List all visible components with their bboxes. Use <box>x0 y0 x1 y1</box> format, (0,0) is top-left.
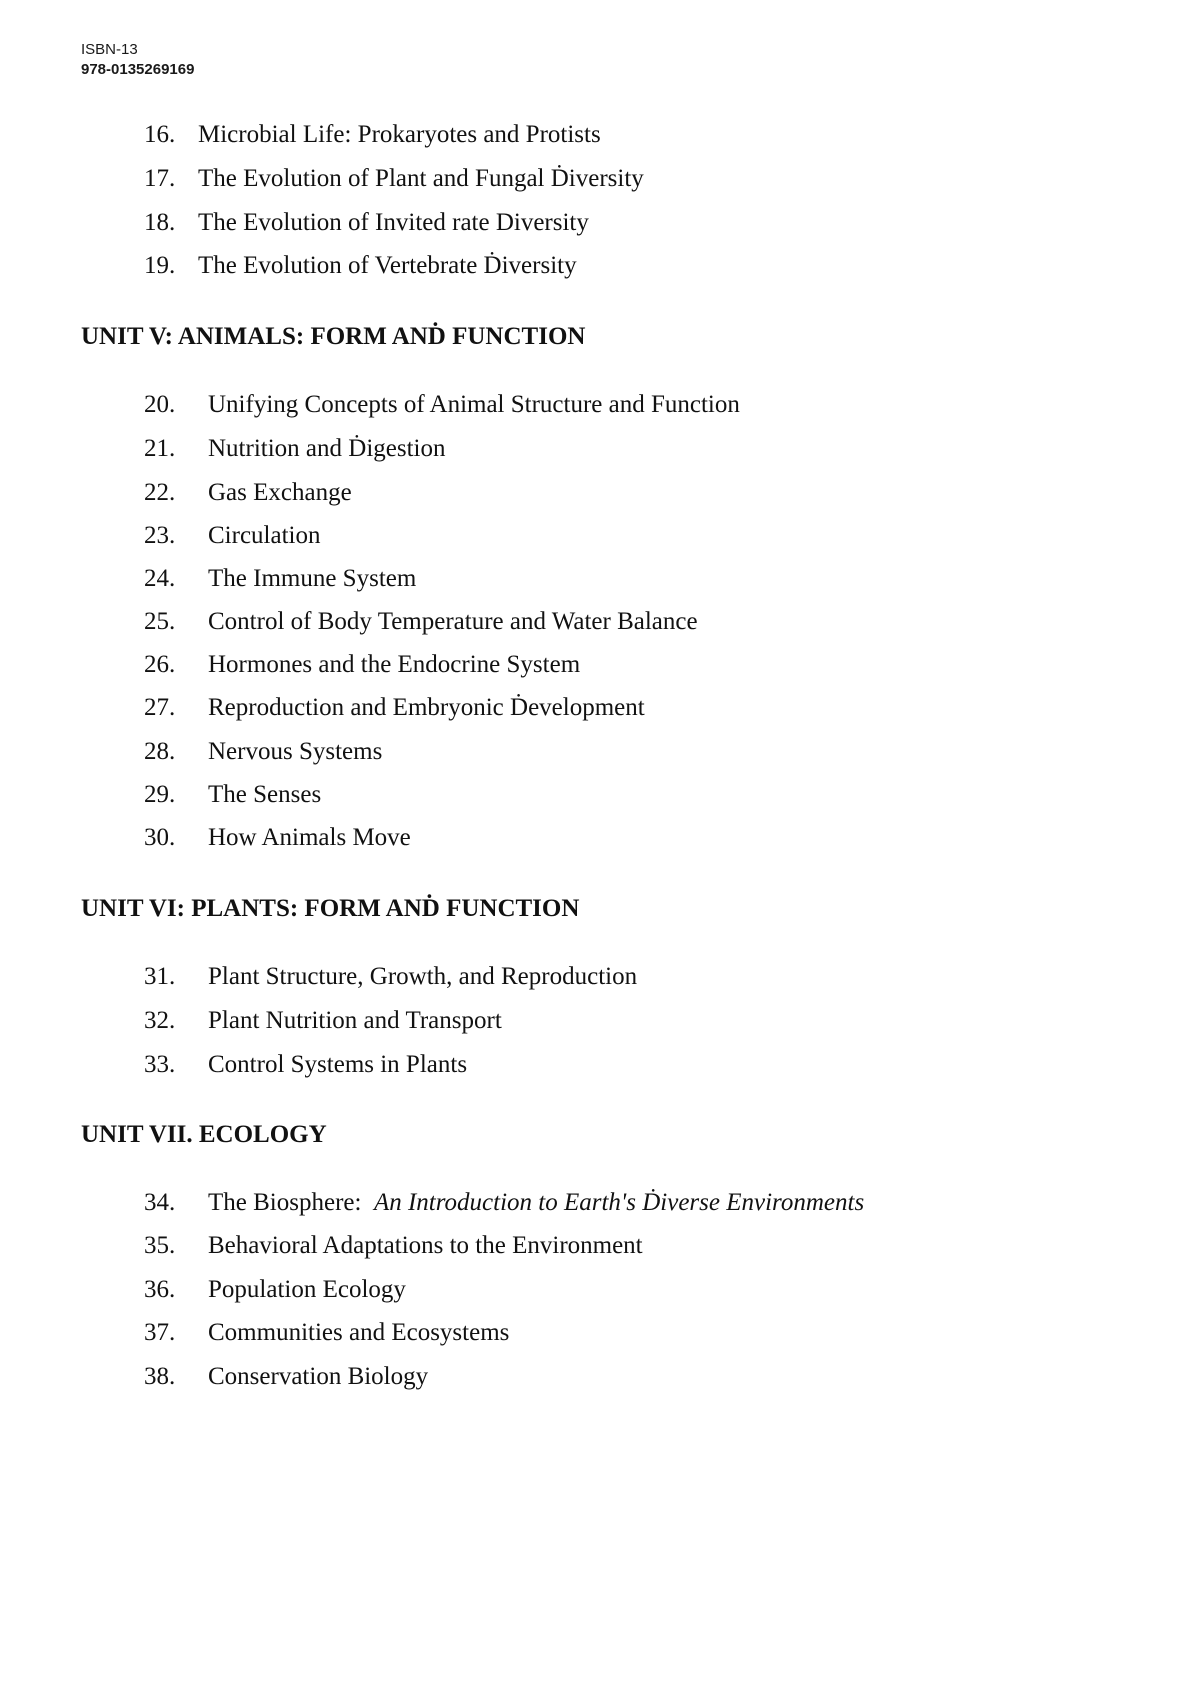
chapter-title: Hormones and the Endocrine System <box>208 651 581 678</box>
chapter-number: 28. <box>144 738 176 765</box>
chapter-number: 34. <box>144 1189 176 1216</box>
chapter-title: The Senses <box>208 781 322 808</box>
chapter-number: 20. <box>144 391 176 418</box>
chapter-number: 19. <box>144 252 176 279</box>
chapter-title: Microbial Life: Prokaryotes and Protists <box>198 121 601 148</box>
chapter-title: Circulation <box>208 522 321 549</box>
chapter-title: Plant Structure, Growth, and Reproduction <box>208 963 638 990</box>
chapter-title: Communities and Ecosystems <box>208 1319 510 1346</box>
chapter-number: 29. <box>144 781 176 808</box>
unit-heading: UNIT V: ANIMALS: FORM ANḊ FUNCTION <box>81 323 586 350</box>
chapter-title: Conservation Biology <box>208 1363 429 1390</box>
chapter-number: 32. <box>144 1007 176 1034</box>
chapter-title: How Animals Move <box>208 824 411 851</box>
chapter-number: 31. <box>144 963 176 990</box>
chapter-number: 21. <box>144 435 176 462</box>
chapter-title: Behavioral Adaptations to the Environment <box>208 1232 643 1259</box>
chapter-number: 17. <box>144 165 176 192</box>
chapter-title: Control Systems in Plants <box>208 1051 468 1078</box>
chapter-number: 23. <box>144 522 176 549</box>
unit-heading: UNIT VII. ECOLOGY <box>81 1121 327 1148</box>
chapter-title: Nutrition and Ḋigestion <box>208 435 446 462</box>
chapter-title: Nervous Systems <box>208 738 383 765</box>
chapter-number: 36. <box>144 1276 176 1303</box>
chapter-number: 16. <box>144 121 176 148</box>
chapter-number: 25. <box>144 608 176 635</box>
chapter-title: The Evolution of Vertebrate Ḋiversity <box>198 252 577 279</box>
chapter-number: 22. <box>144 479 176 506</box>
chapter-number: 24. <box>144 565 176 592</box>
chapter-number: 18. <box>144 209 176 236</box>
chapter-number: 33. <box>144 1051 176 1078</box>
isbn-number: 978-0135269169 <box>81 61 195 78</box>
isbn-block <box>81 40 194 80</box>
chapter-title: Plant Nutrition and Transport <box>208 1007 502 1034</box>
chapter-title: The Biosphere: <box>208 1189 362 1216</box>
chapter-number: 27. <box>144 694 176 721</box>
chapter-number: 38. <box>144 1363 176 1390</box>
chapter-number: 37. <box>144 1319 176 1346</box>
chapter-number: 35. <box>144 1232 176 1259</box>
chapter-title: The Immune System <box>208 565 417 592</box>
chapter-number: 30. <box>144 824 176 851</box>
chapter-title: Unifying Concepts of Animal Structure and Function <box>208 391 740 418</box>
unit-heading: UNIT VI: PLANTS: FORM ANḊ FUNCTION <box>81 895 580 922</box>
chapter-title: Reproduction and Embryonic Ḋevelopment <box>208 694 645 721</box>
chapter-title: The Evolution of Invited rate Diversity <box>198 209 589 236</box>
chapter-title: Gas Exchange <box>208 479 352 506</box>
chapter-title-group <box>208 1188 864 1218</box>
chapter-subtitle: An Introduction to Earth's Ḋiverse Environments <box>373 1189 865 1216</box>
chapter-number: 26. <box>144 651 176 678</box>
chapter-title: The Evolution of Plant and Fungal Ḋiversity <box>198 165 644 192</box>
chapter-title: Population Ecology <box>208 1276 406 1303</box>
isbn-label: ISBN-13 <box>81 41 138 58</box>
chapter-title: Control of Body Temperature and Water Balance <box>208 608 698 635</box>
